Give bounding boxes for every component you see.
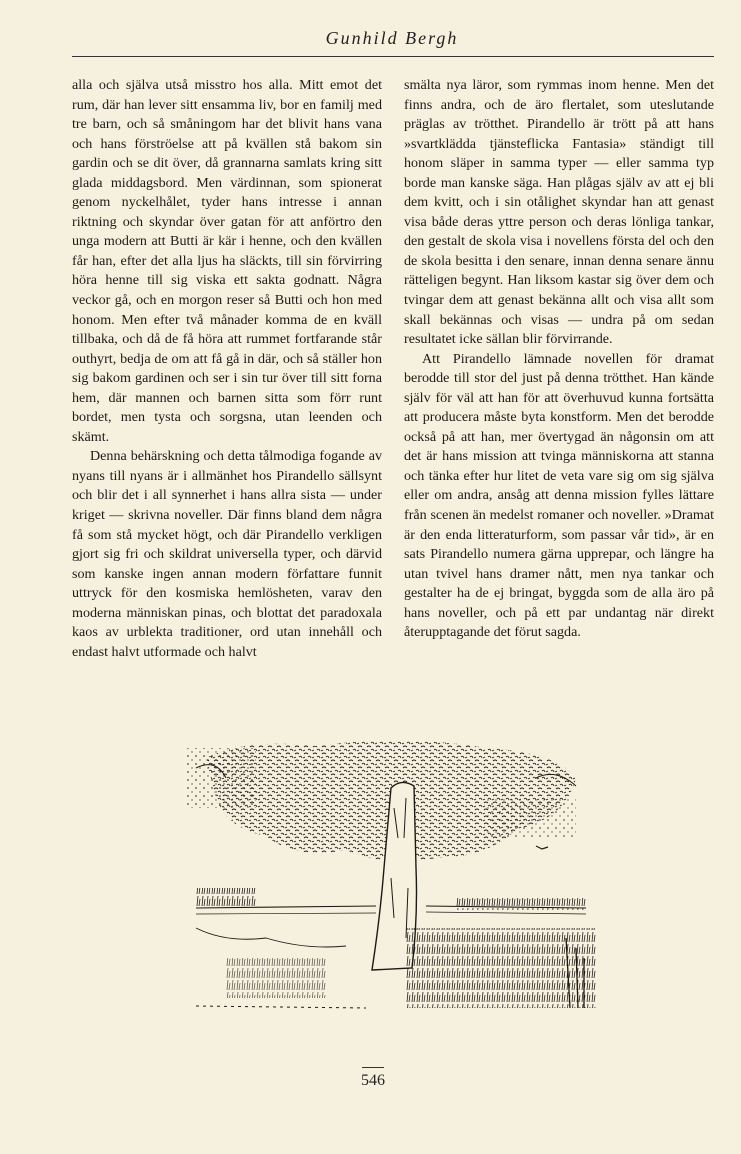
running-head: Gunhild Bergh (325, 28, 459, 48)
page-number: 546 (361, 1072, 385, 1089)
text-column-right (404, 76, 714, 643)
bird (536, 846, 548, 849)
landscape-illustration (186, 738, 598, 1028)
folio-rule (362, 1067, 384, 1068)
paragraph: smälta nya läror, som rymmas inom henne. Men det finns andra, och de äro flertalet, som uteslutande präglas av trötthet. Pirandello är trött på att hans »svartklädda tjänsteflicka Fantasia» ständigt till honom släper in samma typer — eller samma typ borde man kanske säga. Han plågas själv av att ej bli dem kvitt, och i sin otålighet skyndar han att genast visa både deras yttre person och deras lönliga tankar, den gestalt de skola visa i novellens första del och den de skola besitta i den senare, innan denna senare ännu rätteligen begynt. Han liksom kastar sig över dem och tvingar dem att genast bekänna allt och visa allt som skall bekännas och visas — undra på om sedan resultatet icke sällan blir förvirrande. (404, 77, 714, 348)
header-rule (72, 56, 714, 57)
paragraph: Denna behärskning och detta tålmodiga fogande av nyans till nyans är i allmänhet hos Pirandello sällsynt och blir det i all synnerhet i hans allra sista — under kriget — skrivna noveller. Där finns bland dem några få som stå mycket högt, och där Pirandello verkligen gjort sig fri och skildrat universella typer, och därvid som kanske ingen annan modern författare funnit uttryck för den kosmiska hemlösheten, varav den moderna människan pinas, och blottat det paradoxala kaos av urblekta traditioner, ord utan innehåll och endast halvt utformade och halvt (72, 448, 382, 660)
paragraph: alla och själva utså misstro hos alla. Mitt emot det rum, där han lever sitt ensamma liv, bor en familj med tre barn, och så småningom har det blivit hans vana och hans förströelse att på kvällen stå bakom sin gardin och se dit över, då grannarna samlats kring sitt glada middagsbord. Men värdinnan, som spionerat genom nyckelhålet, tyder hans intresse i annan riktning och skyndar över gatan för att anförtro den unga modern att Butti är kär i henne, och den kvällen får han, efter det alla ljus ha släckts, till sin förvirring höra henne till sig viska ett sakta godnatt. Några veckor gå, och en morgon reser så Butti och hon med honom. Men efter två månader komma de en kväll tillbaka, och då de få höra att rummet fortfarande står outhyrt, bedja de om att få gå in där, och så ställer hon sig bakom gardinen och ser i sin tur över till sitt forna hem, där mannen och barnen sitta som förr runt bordet, men tysta och sorgsna, utan leenden och skämt. (72, 77, 382, 445)
paragraph: Att Pirandello lämnade novellen för dramat berodde till stor del just på denna trötthet. Han kände själv för väl att han för att överhuvud kunna fortsätta att producera måste byta konstform. Men det berodde också på att han, mer övertygad än någonsin om att det är hans mission att tvinga människorna att stanna och tänka efter hur litet de veta vare sig om sig själva eller om andra, ansåg att denna mission fylles lättare från scenen än medelst romaner och noveller. »Dramat är den enda litteraturform, som passar vår tid», är en sats Pirandello numera gärna upprepar, och längre ha utan tvivel hans dramer nått, men nya tankar och gestalter ha de ej bringat, byggda som de alla äro på hans noveller, och på ett par undantag när direkt återupptagande det förut sagda. (404, 350, 714, 641)
text-column-left (72, 76, 382, 662)
